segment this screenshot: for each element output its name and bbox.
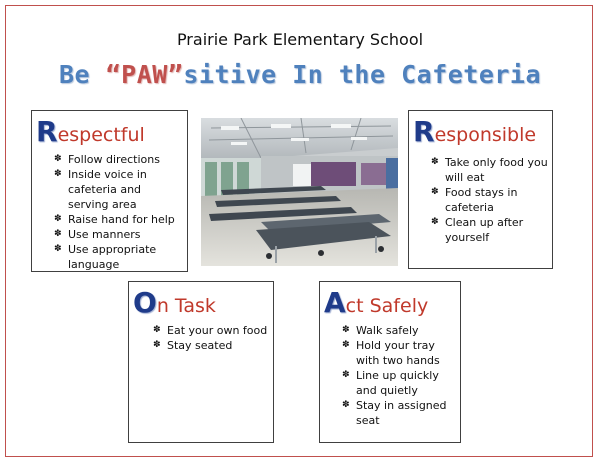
slogan-after: sitive In the Cafeteria	[183, 60, 542, 89]
on-task-list	[153, 323, 273, 353]
list-item: ✽ Hold your tray with two hands	[342, 339, 440, 367]
respectful-list	[54, 152, 184, 272]
act-safely-list	[342, 323, 460, 428]
paw-print-icon: ✽	[54, 214, 62, 224]
responsible-initial: R	[413, 115, 435, 148]
respectful-title-rest: espectful	[57, 124, 145, 146]
respectful-initial: R	[36, 115, 58, 148]
on-task-initial: O	[133, 286, 157, 319]
paw-print-icon: ✽	[54, 169, 62, 179]
paw-print-icon: ✽	[342, 370, 350, 380]
list-item: ✽ Take only food you will eat	[431, 156, 548, 184]
slogan-before: Be	[58, 60, 106, 89]
paw-print-icon: ✽	[431, 157, 439, 167]
paw-print-icon: ✽	[54, 154, 62, 164]
school-name: Prairie Park Elementary School	[176, 30, 424, 49]
list-item: ✽ Use manners	[54, 228, 141, 241]
paw-print-icon: ✽	[54, 244, 62, 254]
on-task-title-rest: n Task	[156, 295, 216, 317]
paw-print-icon: ✽	[153, 340, 161, 350]
paw-print-icon: ✽	[431, 217, 439, 227]
list-item: ✽ Clean up after yourself	[431, 216, 524, 244]
paw-print-icon: ✽	[342, 325, 350, 335]
respectful-card	[31, 110, 188, 272]
act-safely-title-rest: ct Safely	[345, 295, 429, 317]
list-item: ✽ Inside voice in cafeteria and serving area	[54, 168, 147, 211]
paw-print-icon: ✽	[431, 187, 439, 197]
slogan-heading	[0, 60, 600, 89]
on-task-card	[128, 281, 274, 443]
cafeteria-illustration	[201, 118, 398, 266]
list-item: ✽ Use appropriate language	[54, 243, 157, 271]
paw-print-icon: ✽	[342, 400, 350, 410]
cafeteria-photo	[201, 118, 398, 266]
responsible-list	[431, 155, 553, 245]
responsible-title	[413, 115, 536, 148]
on-task-title	[133, 286, 216, 319]
paw-print-icon: ✽	[153, 325, 161, 335]
responsible-title-rest: esponsible	[434, 124, 537, 146]
list-item: ✽ Line up quickly and quietly	[342, 369, 439, 397]
act-safely-initial: A	[324, 286, 346, 319]
list-item: ✽ Raise hand for help	[54, 213, 175, 226]
list-item: ✽ Walk safely	[342, 324, 419, 337]
act-safely-title	[324, 286, 428, 319]
paw-print-icon: ✽	[342, 340, 350, 350]
list-item: ✽ Eat your own food	[153, 324, 268, 337]
list-item: ✽ Follow directions	[54, 153, 160, 166]
responsible-card	[408, 110, 553, 269]
list-item: ✽ Stay seated	[153, 339, 233, 352]
paw-print-icon: ✽	[54, 229, 62, 239]
list-item: ✽ Food stays in cafeteria	[431, 186, 518, 214]
list-item: ✽ Stay in assigned seat	[342, 399, 447, 427]
slogan-paw: “PAW”	[105, 60, 184, 89]
act-safely-card	[319, 281, 461, 443]
respectful-title	[36, 115, 145, 148]
